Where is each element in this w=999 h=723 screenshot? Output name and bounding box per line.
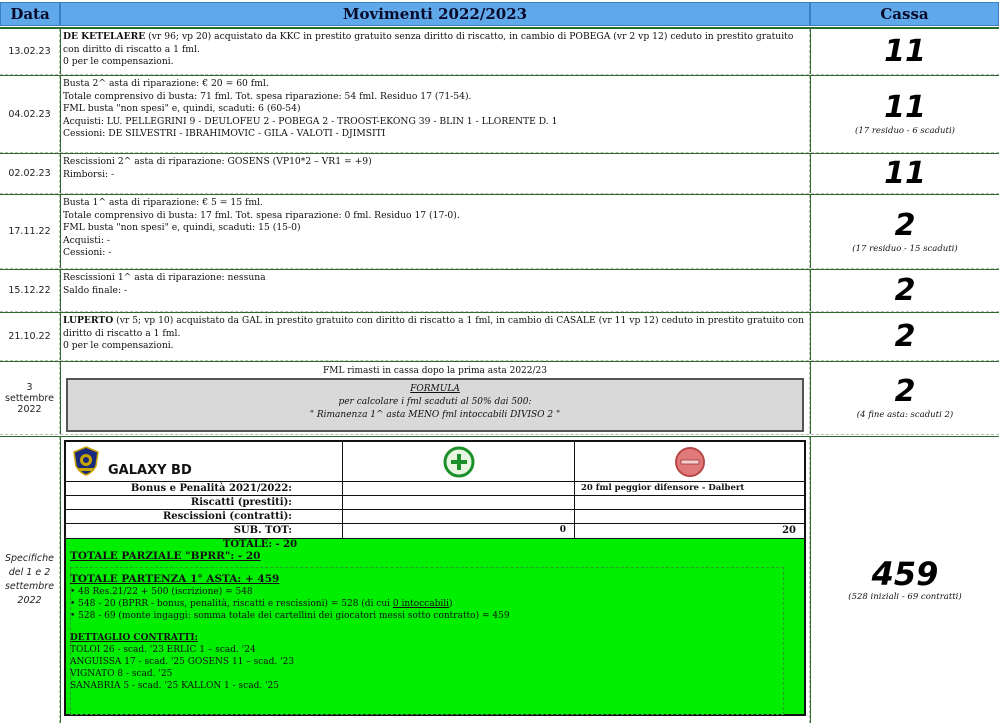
team-row-plus xyxy=(343,510,575,523)
movimento-line: Saldo finale: - xyxy=(63,284,128,296)
cassa-note: (17 residuo - 6 scaduti) xyxy=(855,126,955,136)
date-line: 2022 xyxy=(17,595,42,606)
movimento-line: FML busta "non spesi" e, quindi, scaduti: 15 (15-0) xyxy=(63,222,301,233)
row-cassa xyxy=(810,76,999,152)
cassa-note: (17 residuo - 15 scaduti) xyxy=(852,243,958,254)
bullet-2-text: • 548 - 20 (BPRR - bonus, penalità, riscatti e rescissioni) = 528 (di cui xyxy=(70,599,393,609)
bullet-2-end: ) xyxy=(449,599,453,609)
formula-line2: " Rimanenza 1^ asta MENO fml intoccabili DIVISO 2 " xyxy=(309,410,561,420)
movement-row xyxy=(0,154,999,194)
cassa-value: 11 xyxy=(884,33,926,69)
row-cassa xyxy=(810,362,999,434)
cassa-value: 2 xyxy=(894,318,916,354)
plus-circle-icon xyxy=(443,446,475,478)
movimento-line: FML busta "non spesi" e, quindi, scaduti: 6 (60-54) xyxy=(63,103,301,114)
minus-circle-icon xyxy=(674,446,706,478)
movimento-line: Totale comprensivo di busta: 71 fml. Tot. spesa riparazione: 54 fml. Residuo 17 (71-54). xyxy=(63,90,472,102)
row-separator xyxy=(0,75,999,76)
movement-row xyxy=(0,195,999,269)
green-summary xyxy=(66,538,804,714)
team-cell xyxy=(66,442,343,481)
contratto-line: SANABRIA 5 - scad. '25 KALLON 1 - scad. '25 xyxy=(70,681,279,691)
contratto-line: ANGUISSA 17 - scad. '25 GOSENS 11 – scad. '23 xyxy=(70,657,295,667)
formula-box xyxy=(66,378,804,432)
movement-row xyxy=(0,270,999,312)
date-line: settembre xyxy=(5,392,54,404)
cassa-value: 2 xyxy=(894,207,916,243)
cassa-value: 459 xyxy=(871,555,939,593)
totale-partenza: TOTALE PARTENZA 1° ASTA: + 459 xyxy=(70,573,280,585)
intoccabili-link: 0 intoccabili xyxy=(392,599,450,609)
date-line: del 1 e 2 xyxy=(8,567,51,578)
team-table-row xyxy=(66,510,804,524)
row-separator xyxy=(0,436,999,437)
bullet-2 xyxy=(70,598,806,610)
movement-row xyxy=(0,29,999,75)
row-movimento xyxy=(60,195,810,268)
header-data: Data xyxy=(0,2,60,26)
date-line: settembre xyxy=(4,581,55,592)
row-date: 04.02.23 xyxy=(0,76,60,152)
row-cassa xyxy=(810,154,999,193)
cassa-value: 11 xyxy=(884,155,926,191)
movimento-line: Rescissioni 2^ asta di riparazione: GOSENS (VP10*2 – VR1 = +9) xyxy=(63,156,372,167)
team-row-plus xyxy=(343,496,575,509)
row-date: 13.02.23 xyxy=(0,29,60,74)
date-line: 3 xyxy=(26,381,33,393)
header-cassa: Cassa xyxy=(810,2,999,26)
row-separator xyxy=(0,312,999,313)
team-table-row xyxy=(66,496,804,510)
plus-header xyxy=(343,442,575,481)
row-movimento xyxy=(60,313,810,360)
formula-label: FORMULA xyxy=(410,384,460,394)
contratto-line: TOLOI 26 - scad. '23 ERLIC 1 – scad. '24 xyxy=(70,645,256,655)
team-row-minus xyxy=(575,510,804,523)
movement-row xyxy=(0,76,999,153)
row-cassa xyxy=(810,195,999,268)
totale: TOTALE: - 20 xyxy=(222,539,298,550)
movimento-line: Busta 1^ asta di riparazione: € 5 = 15 fml. xyxy=(63,197,263,208)
movimento-line: Rimborsi: - xyxy=(63,168,115,180)
cassa-value: 2 xyxy=(894,374,916,409)
row-separator xyxy=(0,194,999,195)
bullet-1: • 48 Res.21/22 + 500 (iscrizione) = 548 xyxy=(70,587,253,597)
row-movimento xyxy=(60,154,810,193)
movimento-line: Totale comprensivo di busta: 17 fml. Tot. spesa riparazione: 0 fml. Residuo 17 (17-0). xyxy=(63,209,460,221)
bullet-3: • 528 - 69 (monte ingaggi: somma totale dei cartellini dei giocatori messi sotto contratto) = 459 xyxy=(70,611,510,621)
row-cassa xyxy=(810,29,999,74)
team-table-row xyxy=(66,482,804,496)
sept3-title: FML rimasti in cassa dopo la prima asta 2022/23 xyxy=(322,366,547,376)
row-movimento xyxy=(60,270,810,311)
row-cassa xyxy=(810,437,999,723)
header-movimenti: Movimenti 2022/2023 xyxy=(60,2,810,26)
team-row-label: Riscatti (prestiti): xyxy=(66,496,343,509)
movimento-line: LUPERTO (vr 5; vp 10) acquistato da GAL in prestito gratuito con diritto di riscatto a 1 fml, in cambio di CASALE (vr 11 vp 12) ceduto in prestito gratuito con diritto di riscatto a 1 fml. xyxy=(63,315,805,339)
row-movimento xyxy=(60,76,810,152)
team-row-minus: 20 xyxy=(782,525,796,536)
team-row-label: SUB. TOT: xyxy=(66,524,343,538)
team-row-minus: 20 fml peggior difensore - Dalbert xyxy=(581,483,745,493)
formula-line1: per calcolare i fml scaduti al 50% dai 500: xyxy=(338,397,532,407)
movimento-line: 0 per le compensazioni. xyxy=(63,56,174,67)
minus-header xyxy=(575,442,804,481)
team-table-row xyxy=(66,524,804,538)
team-row-plus: 0 xyxy=(343,524,575,538)
team-name: GALAXY BD xyxy=(108,463,192,478)
movement-row xyxy=(0,313,999,361)
cassa-value: 11 xyxy=(884,90,926,125)
dettaglio-title: DETTAGLIO CONTRATTI: xyxy=(70,633,198,643)
totale-parziale: TOTALE PARZIALE "BPRR": - 20 xyxy=(70,550,261,562)
row-cassa xyxy=(810,313,999,360)
movimento-line: Rescissioni 1^ asta di riparazione: nessuna xyxy=(63,272,266,283)
row-date: 15.12.22 xyxy=(0,270,60,311)
movimento-line: Cessioni: - xyxy=(63,247,112,258)
row-separator xyxy=(0,269,999,270)
row-separator xyxy=(0,153,999,154)
cassa-value: 2 xyxy=(894,272,916,308)
row-date: 17.11.22 xyxy=(0,195,60,268)
date-line: 2022 xyxy=(17,403,42,415)
team-row-label: Rescissioni (contratti): xyxy=(66,510,343,523)
team-table xyxy=(64,440,806,716)
contratto-line: VIGNATO 8 - scad. '25 xyxy=(70,669,173,679)
movimento-line: Acquisti: LU. PELLEGRINI 9 - DEULOFEU 2 - POBEGA 2 - TROOST-EKONG 39 - BLIN 1 - LLORENTE D. 1 xyxy=(63,115,558,127)
row-cassa xyxy=(810,270,999,311)
movimento-line: Acquisti: - xyxy=(63,234,110,246)
team-row-plus xyxy=(343,482,575,495)
movimento-line: DE KETELAERE (vr 96; vp 20) acquistato da KKC in prestito gratuito senza diritto di riscatto, in cambio di POBEGA (vr 2 vp 12) ceduto in prestito gratuito con diritto di riscatto a 1 fml. xyxy=(63,31,794,55)
galaxy-shield-logo xyxy=(72,446,100,476)
row-date: 21.10.22 xyxy=(0,313,60,360)
date-line: Specifiche xyxy=(5,553,54,564)
movimento-line: 0 per le compensazioni. xyxy=(63,340,174,351)
cassa-note: (528 iniziali - 69 contratti) xyxy=(848,592,962,602)
movimento-line: Busta 2^ asta di riparazione: € 20 = 60 fml. xyxy=(63,78,269,89)
row-separator xyxy=(0,361,999,362)
row-date xyxy=(0,362,60,434)
team-row-label: Bonus e Penalità 2021/2022: xyxy=(66,482,343,495)
row-movimento xyxy=(60,29,810,74)
cassa-note: (4 fine asta: scaduti 2) xyxy=(856,410,954,420)
row-date xyxy=(0,437,60,723)
movimento-line: Cessioni: DE SILVESTRI - IBRAHIMOVIC - GILA - VALOTI - DJIMSITI xyxy=(63,128,386,139)
team-row-minus xyxy=(575,496,804,509)
row-date: 02.02.23 xyxy=(0,154,60,193)
